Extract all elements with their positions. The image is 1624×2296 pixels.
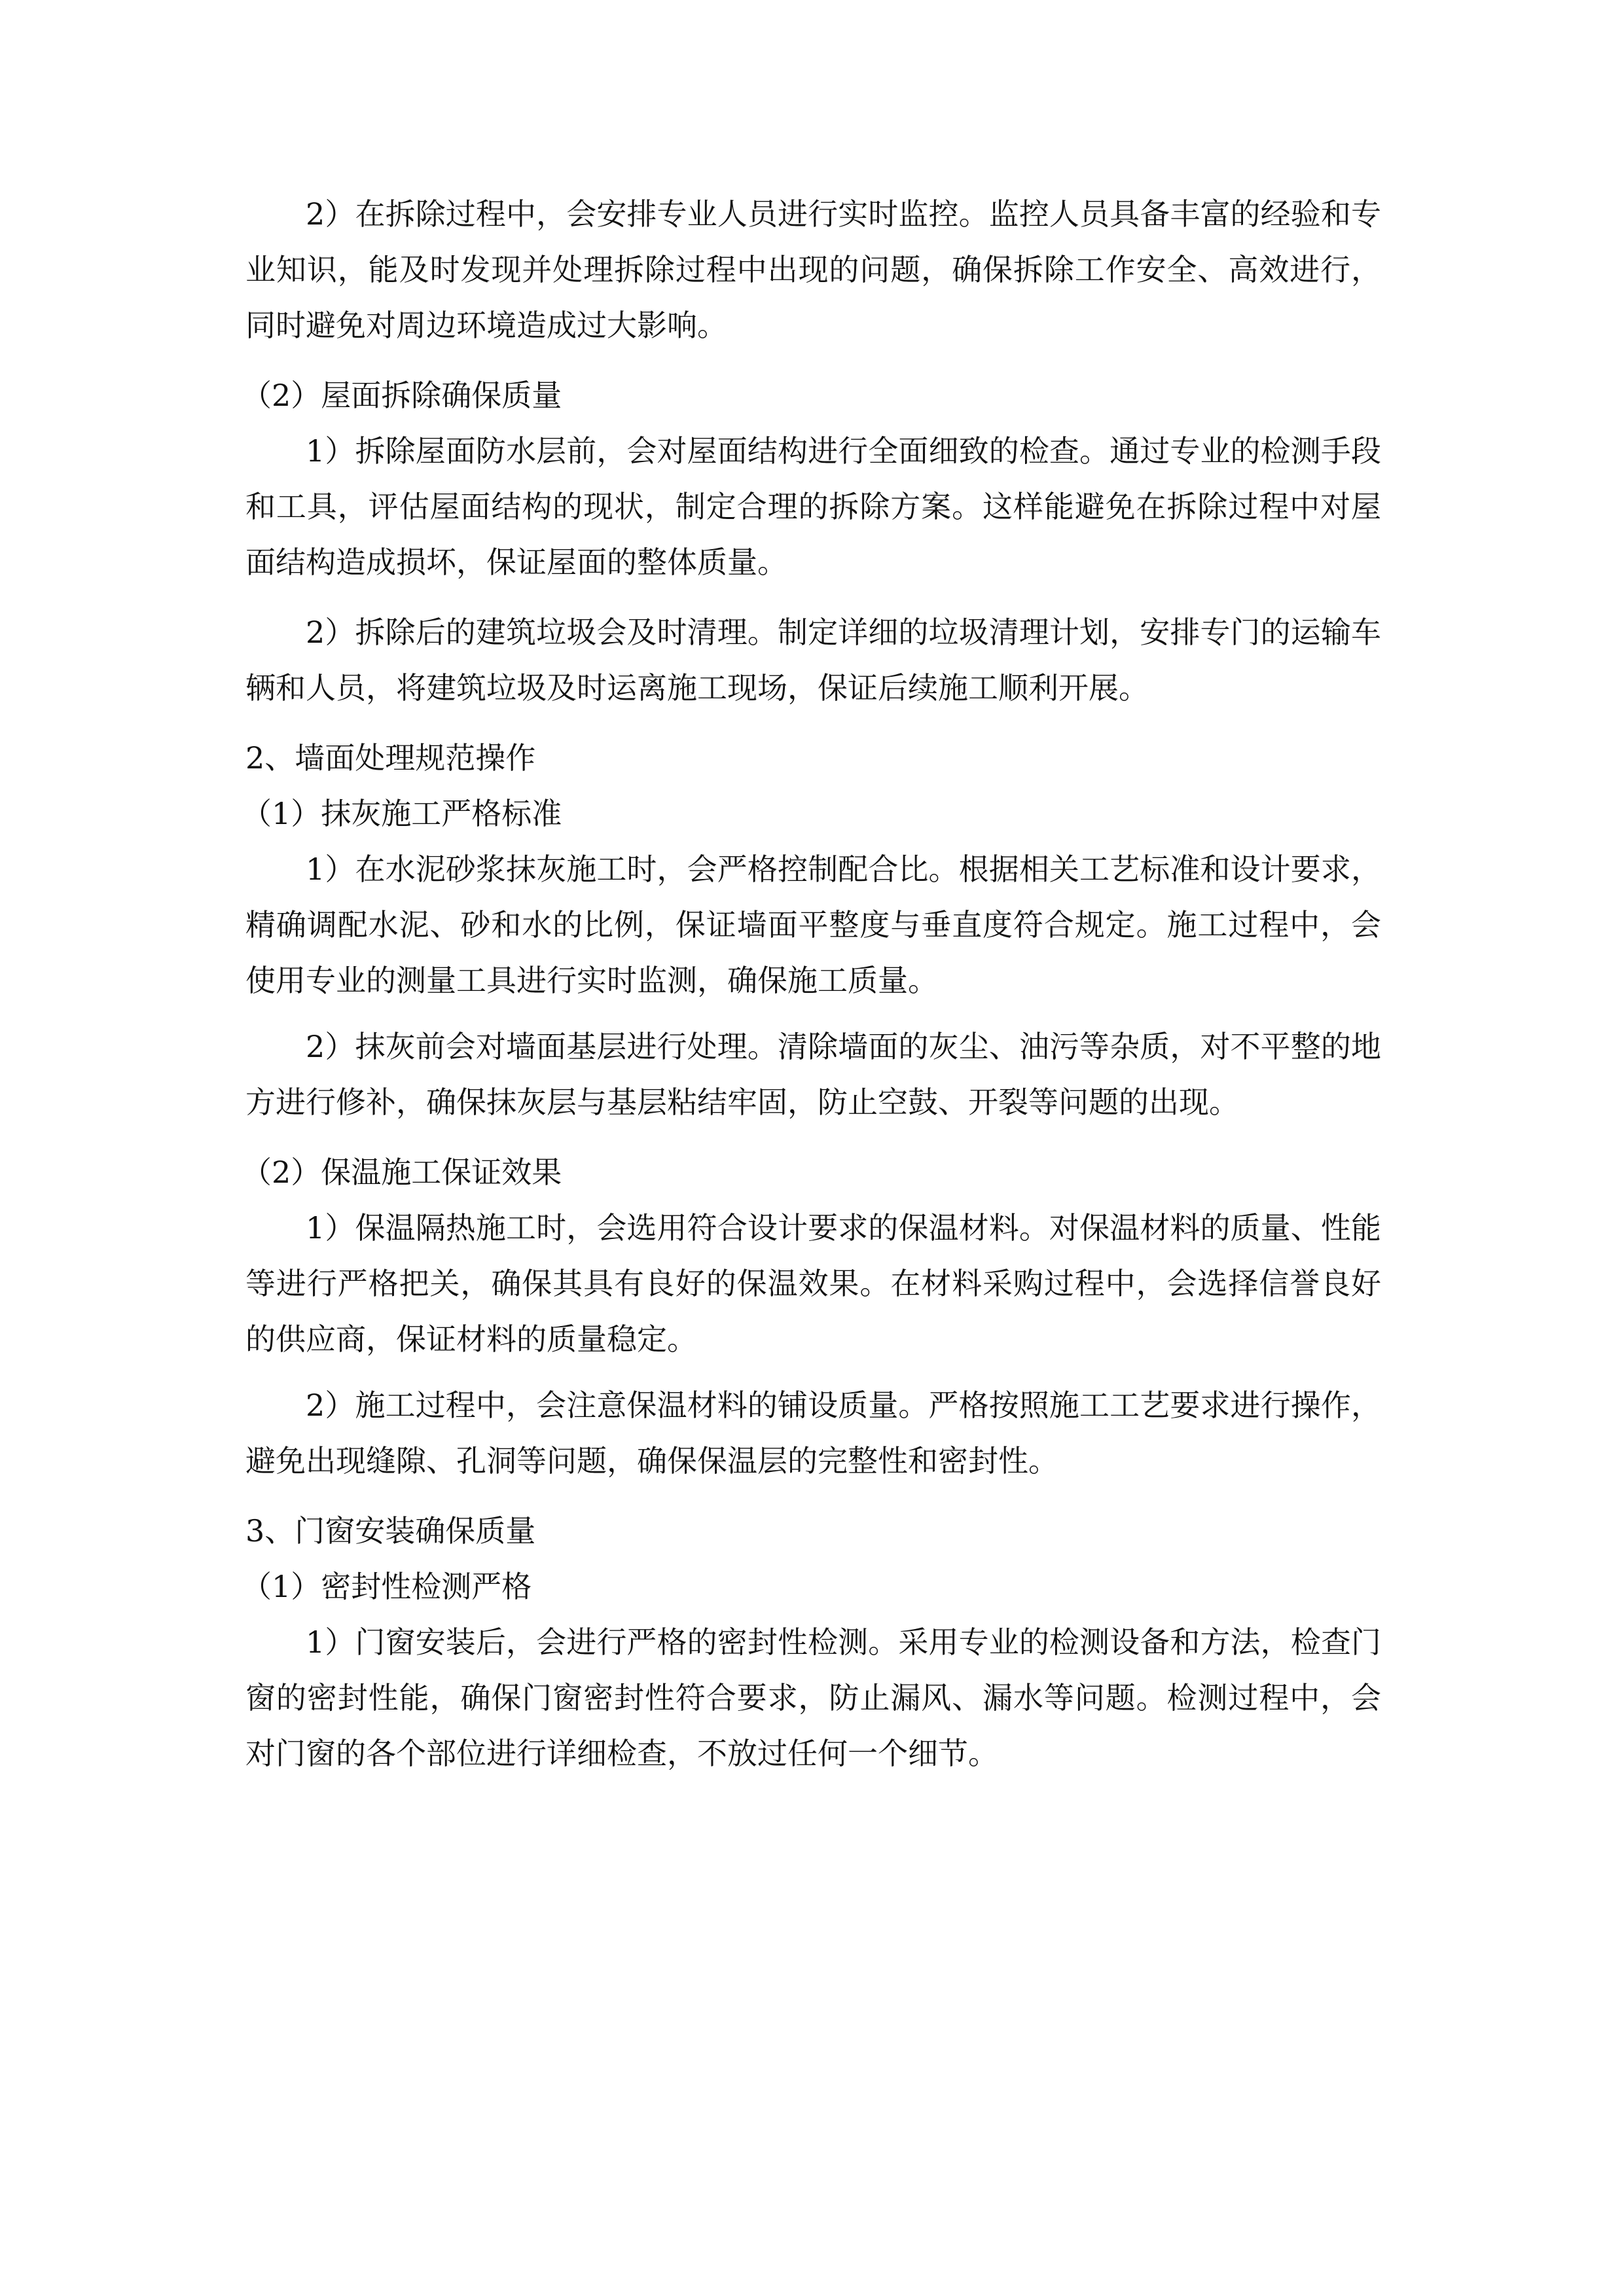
paragraph-insulation-laying: 2）施工过程中，会注意保温材料的铺设质量。严格按照施工工艺要求进行操作，避免出现缝隙、孔洞等问题，确保保温层的完整性和密封性。: [245, 1388, 1381, 1479]
paragraph-insulation-material: 1）保温隔热施工时，会选用符合设计要求的保温材料。对保温材料的质量、性能等进行严格把关，确保其具有良好的保温效果。在材料采购过程中，会选择信誉良好的供应商，保证材料的质量稳定。: [245, 1210, 1381, 1357]
paragraph-mortar-ratio: 1）在水泥砂浆抹灰施工时，会严格控制配合比。根据相关工艺标准和设计要求，精确调配水泥、砂和水的比例，保证墙面平整度与垂直度符合规定。施工过程中，会使用专业的测量工具进行实时监测，确保施工质量。: [245, 852, 1381, 998]
heading-insulation: （2）保温施工保证效果: [242, 1155, 562, 1190]
document-body: [242, 187, 1381, 1782]
paragraph-waste-cleanup: 2）拆除后的建筑垃圾会及时清理。制定详细的垃圾清理计划，安排专门的运输车辆和人员，将建筑垃圾及时运离施工现场，保证后续施工顺利开展。: [245, 615, 1381, 706]
paragraph-roof-inspection: 1）拆除屋面防水层前，会对屋面结构进行全面细致的检查。通过专业的检测手段和工具，评估屋面结构的现状，制定合理的拆除方案。这样能避免在拆除过程中对屋面结构造成损坏，保证屋面的整体质量。: [245, 433, 1381, 580]
paragraph-base-treatment: 2）抹灰前会对墙面基层进行处理。清除墙面的灰尘、油污等杂质，对不平整的地方进行修补，确保抹灰层与基层粘结牢固，防止空鼓、开裂等问题的出现。: [245, 1029, 1381, 1120]
heading-plastering: （1）抹灰施工严格标准: [242, 796, 562, 831]
paragraph-demolition-monitoring: 2）在拆除过程中，会安排专业人员进行实时监控。监控人员具备丰富的经验和专业知识，能及时发现并处理拆除过程中出现的问题，确保拆除工作安全、高效进行，同时避免对周边环境造成过大影响。: [245, 196, 1381, 343]
heading-seal-testing: （1）密封性检测严格: [242, 1569, 532, 1604]
paragraph-seal-inspection: 1）门窗安装后，会进行严格的密封性检测。采用专业的检测设备和方法，检查门窗的密封性能，确保门窗密封性符合要求，防止漏风、漏水等问题。检测过程中，会对门窗的各个部位进行详细检查，不放过任何一个细节。: [245, 1624, 1381, 1771]
heading-wall-treatment: 2、墙面处理规范操作: [245, 740, 536, 776]
heading-window-installation: 3、门窗安装确保质量: [245, 1513, 536, 1549]
heading-roof-demolition: （2）屋面拆除确保质量: [242, 378, 562, 413]
